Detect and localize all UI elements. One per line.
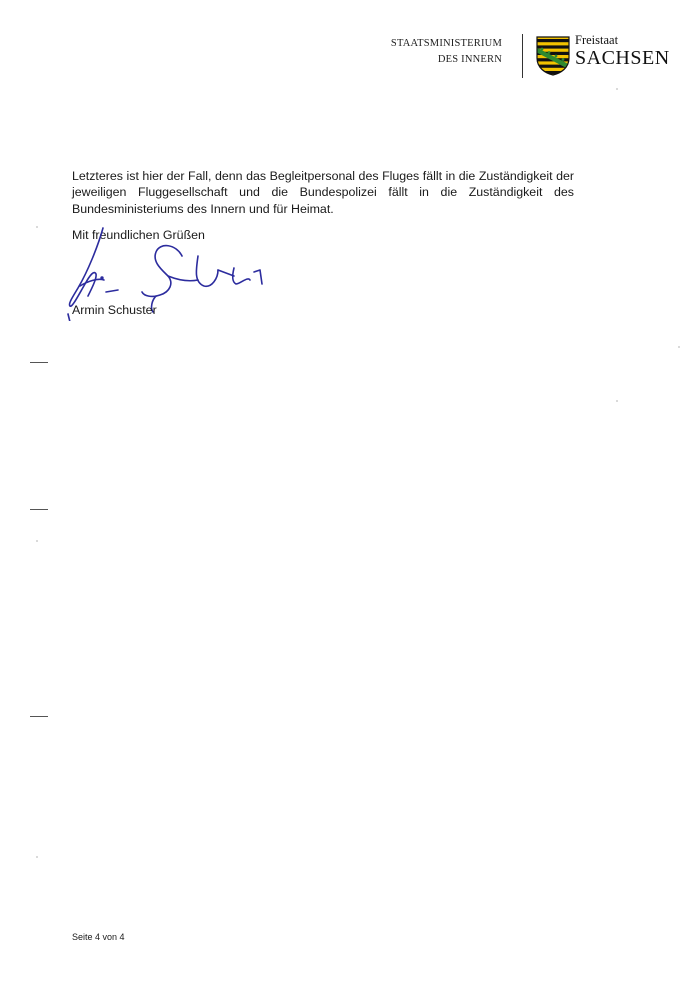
closing-greeting: Mit freundlichen Grüßen xyxy=(72,228,205,242)
scan-speck xyxy=(616,400,618,402)
fold-mark xyxy=(30,716,48,717)
ministry-name xyxy=(391,36,502,68)
punch-mark xyxy=(30,509,48,510)
ministry-line-1: STAATSMINISTERIUM xyxy=(390,38,502,49)
signer-name: Armin Schuster xyxy=(72,303,157,317)
letterhead xyxy=(370,34,690,80)
saxony-coat-of-arms-icon xyxy=(536,36,570,76)
scan-speck xyxy=(36,540,38,542)
brand-wordmark xyxy=(575,33,670,69)
letterhead-divider xyxy=(522,34,523,78)
ministry-line-2: DES INNERN xyxy=(437,54,502,65)
fold-mark xyxy=(30,362,48,363)
scan-speck xyxy=(36,856,38,858)
scan-speck xyxy=(36,226,38,228)
letter-paragraph: Letzteres ist hier der Fall, denn das Begleitpersonal des Fluges fällt in die Zuständigkeit der jeweiligen Fluggesellschaft und die Bundespolizei fällt in die Zuständigkeit des Bundesministeriums des Innern und für Heimat. xyxy=(72,169,574,216)
brand-small-text: Freistaat xyxy=(575,33,619,47)
scan-speck xyxy=(616,88,618,90)
brand-large-text: SACHSEN xyxy=(575,47,670,69)
scan-speck xyxy=(678,346,680,348)
page-number: Seite 4 von 4 xyxy=(72,932,125,942)
